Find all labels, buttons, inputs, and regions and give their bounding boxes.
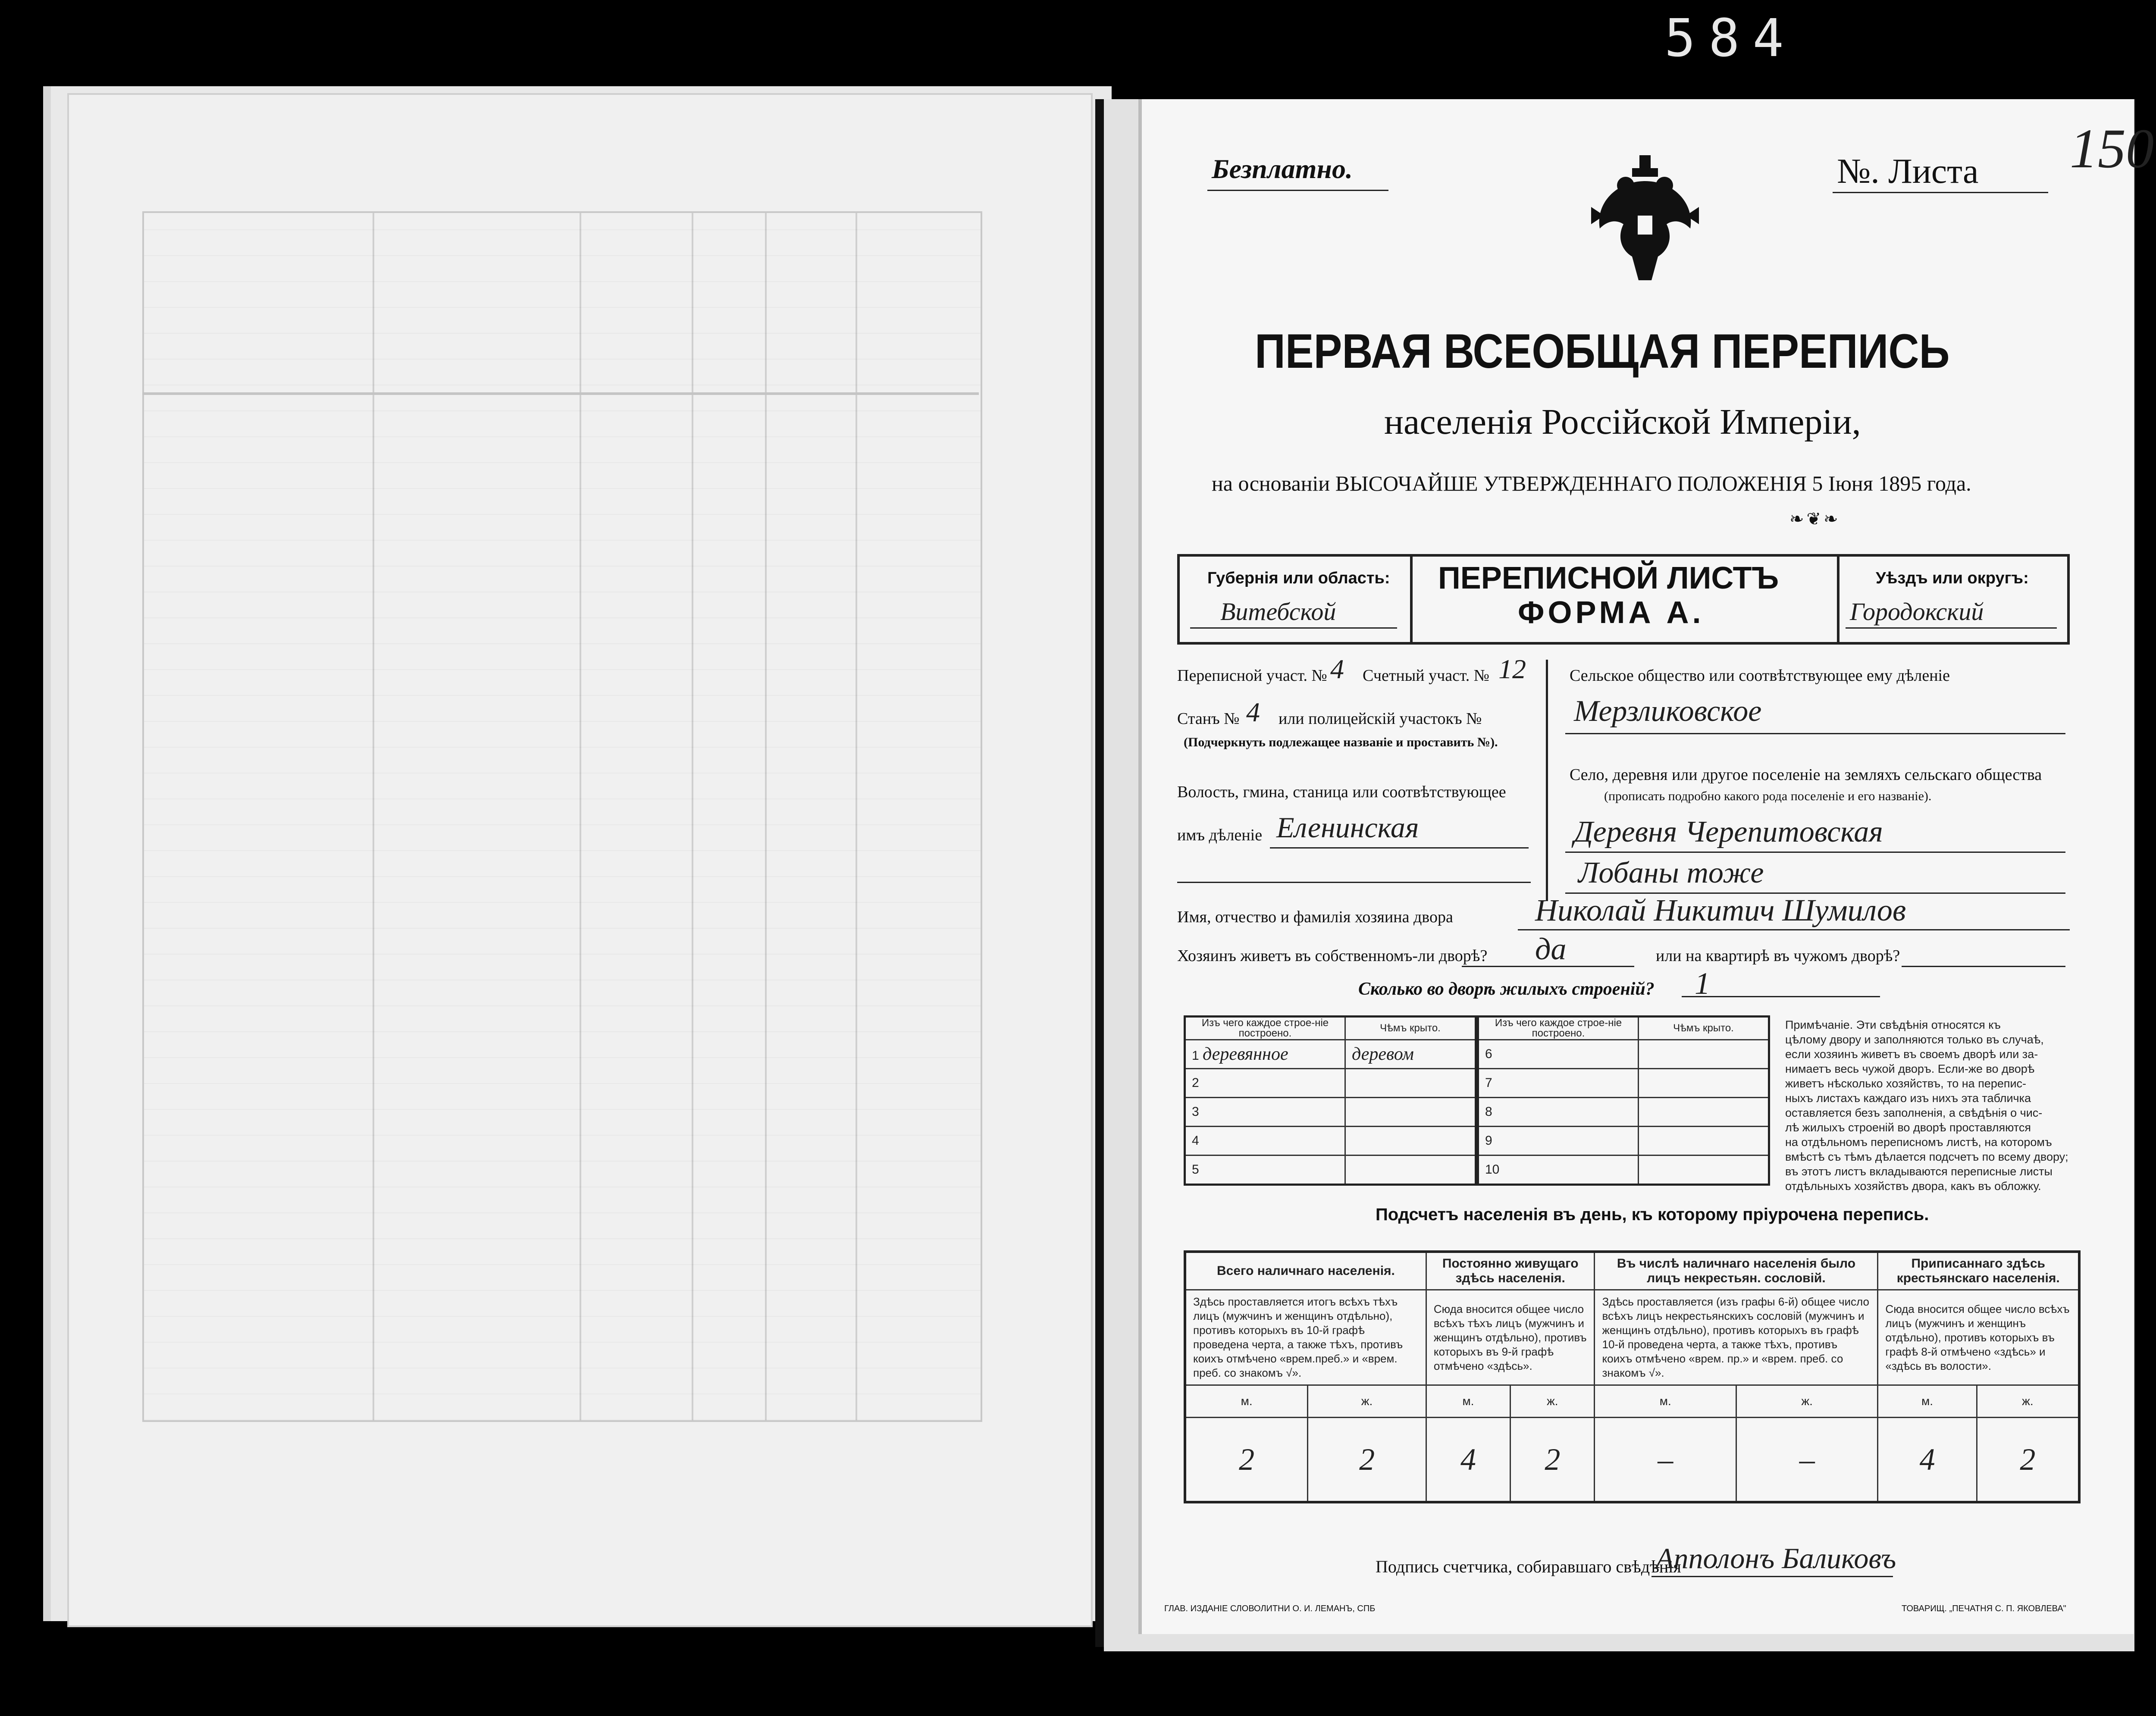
census-section-value: 4 (1330, 654, 1344, 684)
sheet-number-label: №. Листа (1837, 151, 1979, 191)
buildings-value: 1 (1695, 966, 1710, 1001)
signature-label: Подпись счетчика, собиравшаго свѣдѣнія (1376, 1557, 1681, 1576)
buildings-underline (1682, 996, 1880, 997)
table-row (1478, 1040, 1769, 1069)
underline-note: (Подчеркнуть подлежащее названіе и проставить №). (1184, 735, 1498, 749)
roof-cell (1639, 1098, 1769, 1127)
material-cell: 10 (1478, 1155, 1639, 1185)
material-cell: 3 (1185, 1098, 1345, 1127)
owner-value: Николай Никитич Шумилов (1535, 893, 1906, 927)
volost-label: Волость, гмина, станица или соотвѣтствующее (1177, 783, 1506, 801)
buildings-label: Сколько во дворѣ жилыхъ строеній? (1358, 979, 1655, 999)
police-section-label: или полицейскій участокъ № (1279, 710, 1482, 728)
roof-cell (1639, 1069, 1769, 1098)
population-table (1184, 1250, 2081, 1503)
village-value-2: Лобаны тоже (1578, 856, 1764, 889)
note-line: живетъ нѣсколько хозяйствъ, то на перепис- (1785, 1077, 2027, 1090)
ornament: ❧❦❧ (1789, 509, 1841, 529)
roof-cell (1345, 1069, 1476, 1098)
note-line: нимаетъ весь чужой дворъ. Если-же во дворѣ (1785, 1062, 2035, 1075)
left-page-faded-header (142, 211, 979, 395)
total-female-value: 2 (1308, 1418, 1426, 1503)
village-underline-1 (1565, 852, 2065, 853)
female-header: ж. (1736, 1385, 1877, 1418)
census-list-title: ПЕРЕПИСНОЙ ЛИСТЪ (1438, 561, 1779, 595)
buildings-table-left (1184, 1015, 1477, 1186)
census-title: ПЕРВАЯ ВСЕОБЩАЯ ПЕРЕПИСЬ (1255, 324, 1950, 378)
signature-value: Апполонъ Баликовъ (1656, 1542, 1896, 1575)
census-section-label: Переписной участ. № (1177, 667, 1327, 685)
own-house-label: Хозяинъ живетъ въ собственномъ-ли дворѣ? (1177, 947, 1488, 965)
note-line: на отдѣльномъ переписномъ листѣ, на которомъ (1785, 1136, 2052, 1149)
legal-basis: на основаніи ВЫСОЧАЙШЕ УТВЕРЖДЕННАГО ПОЛОЖЕНІЯ 5 Іюня 1895 года. (1212, 471, 1971, 495)
roof-cell (1639, 1040, 1769, 1069)
table-row (1478, 1155, 1769, 1185)
owner-label: Имя, отчество и фамилія хозяина двора (1177, 908, 1453, 926)
coat-of-arms-eagle-icon (1591, 155, 1699, 285)
permanent-male-value: 4 (1426, 1418, 1510, 1503)
note-line: Примѣчаніе. Эти свѣдѣнія относятся къ (1785, 1018, 2001, 1031)
volost-value: Еленинская (1276, 811, 1419, 844)
col-material-header: Изъ чего каждое строе-ніе построено. (1478, 1017, 1639, 1040)
col-roof-header: Чѣмъ крыто. (1639, 1017, 1769, 1040)
table-row (1185, 1040, 1476, 1069)
own-house-value: да (1535, 932, 1567, 966)
material-cell: 7 (1478, 1069, 1639, 1098)
note-line: ныхъ листахъ каждаго изъ нихъ эта табличка (1785, 1092, 2031, 1105)
col-roof-header: Чѣмъ крыто. (1345, 1017, 1476, 1040)
col-material-header: Изъ чего каждое строе-ніе построено. (1185, 1017, 1345, 1040)
table-row (1478, 1127, 1769, 1155)
non-peasant-female-value: – (1736, 1418, 1877, 1503)
table-row (1185, 1127, 1476, 1155)
female-header: ж. (1308, 1385, 1426, 1418)
note-line: если хозяинъ живетъ въ своемъ дворѣ или за- (1785, 1048, 2038, 1061)
form-box-divider-right (1837, 554, 1839, 645)
note-block (1785, 1018, 2078, 1193)
permanent-population-desc: Сюда вносится общее число всѣхъ тѣхъ лицъ (мужчинъ и женщинъ отдѣльно), противъ которыхъ въ 9-й графѣ отмѣчено «здѣсь». (1426, 1290, 1595, 1385)
free-label-underline (1207, 190, 1388, 191)
table-row (1478, 1098, 1769, 1127)
male-header: м. (1185, 1385, 1308, 1418)
rented-label: или на квартирѣ въ чужомъ дворѣ? (1656, 947, 1900, 965)
district-label: Уѣздъ или округъ: (1876, 569, 2029, 587)
table-row (1185, 1155, 1476, 1185)
female-header: ж. (1510, 1385, 1595, 1418)
village-value-1: Деревня Черепитовская (1574, 815, 1883, 849)
registered-peasant-caption: Приписаннаго здѣсь крестьянскаго населенія. (1878, 1252, 2079, 1290)
rural-society-label: Сельское общество или соотвѣтствующее ему дѣленіе (1570, 667, 1950, 685)
note-line: цѣлому двору и заполняются только въ случаѣ, (1785, 1033, 2044, 1046)
rented-underline (1902, 966, 2065, 967)
roof-cell: деревом (1345, 1040, 1476, 1069)
printer-right: ТОВАРИЩ. „ПЕЧАТНЯ С. П. ЯКОВЛЕВА" (1902, 1604, 2066, 1613)
male-header: м. (1878, 1385, 1977, 1418)
registered-peasant-desc: Сюда вносится общее число всѣхъ лицъ (мужчинъ и женщинъ отдѣльно), противъ которыхъ въ графѣ 8-й отмѣчено «здѣсь» и «здѣсь въ волости». (1878, 1290, 2079, 1385)
total-population-desc: Здѣсь проставляется итогъ всѣхъ тѣхъ лицъ (мужчинъ и женщинъ отдѣльно), противъ которыхъ въ 10-й графѣ проведена черта, а также тѣхъ, противъ коихъ отмѣчено «врем.преб.» и «врем. преб. со знакомъ √». (1185, 1290, 1426, 1385)
permanent-population-caption: Постоянно живущаго здѣсь населенія. (1426, 1252, 1595, 1290)
village-label: Село, деревня или другое поселеніе на земляхъ сельскаго общества (1570, 766, 2042, 784)
volost-label-2: имъ дѣленіе (1177, 826, 1263, 844)
female-header: ж. (1977, 1385, 2079, 1418)
non-peasant-desc: Здѣсь проставляется (изъ графы 6-й) общее число всѣхъ лицъ некрестьянскихъ сословій (мужчинъ и женщинъ отдѣльно), противъ которыхъ въ графѣ 10-й проведена черта, а также тѣхъ, противъ коихъ отмѣчено «врем. пр.» и «врем. преб. со знакомъ √». (1595, 1290, 1878, 1385)
material-cell: 6 (1478, 1040, 1639, 1069)
note-line: лѣ жилыхъ строеній во дворѣ проставляются (1785, 1121, 2031, 1134)
registered-male-value: 4 (1878, 1418, 1977, 1503)
rural-society-underline (1565, 733, 2065, 734)
material-cell: 2 (1185, 1069, 1345, 1098)
signature-underline (1651, 1576, 1893, 1577)
non-peasant-caption: Въ числѣ наличнаго населенія было лицъ некрестьян. сословій. (1595, 1252, 1878, 1290)
male-header: м. (1595, 1385, 1736, 1418)
village-note: (прописать подробно какого рода поселеніе и его названіе). (1604, 789, 1932, 803)
province-label: Губернія или область: (1207, 569, 1390, 587)
non-peasant-male-value: – (1595, 1418, 1736, 1503)
material-cell: 9 (1478, 1127, 1639, 1155)
stan-label: Станъ № (1177, 710, 1240, 728)
note-line: вмѣстѣ съ тѣмъ дѣлается подсчетъ по всему двору; (1785, 1150, 2068, 1163)
archive-number: 584 (1664, 9, 1797, 69)
total-population-caption: Всего наличнаго населенія. (1185, 1252, 1426, 1290)
material-cell: 4 (1185, 1127, 1345, 1155)
volost-underline-2 (1177, 882, 1531, 883)
address-block-divider (1546, 660, 1548, 901)
population-heading: Подсчетъ населенія въ день, къ которому пріурочена перепись. (1376, 1205, 1929, 1224)
roof-cell (1639, 1155, 1769, 1185)
total-male-value: 2 (1185, 1418, 1308, 1503)
rural-society-value: Мерзликовское (1574, 695, 1762, 728)
table-row (1185, 1069, 1476, 1098)
counting-section-value: 12 (1498, 654, 1526, 684)
owner-underline (1518, 929, 2070, 930)
permanent-female-value: 2 (1510, 1418, 1595, 1503)
sheet-number-handwritten: 150 (2070, 118, 2154, 180)
district-value: Городокский (1850, 598, 1984, 626)
district-underline (1846, 627, 2057, 629)
roof-cell (1345, 1155, 1476, 1185)
free-label: Безплатно. (1212, 153, 1353, 184)
table-row (1185, 1098, 1476, 1127)
form-a-label: ФОРМА А. (1518, 595, 1705, 630)
note-line: отдѣльныхъ хозяйствъ двора, какъ въ обложку. (1785, 1180, 2041, 1193)
registered-female-value: 2 (1977, 1418, 2079, 1503)
buildings-table-right (1477, 1015, 1770, 1186)
counting-section-label: Счетный участ. № (1363, 667, 1489, 685)
material-cell: 1 деревянное (1185, 1040, 1345, 1069)
material-cell: 5 (1185, 1155, 1345, 1185)
form-box-divider-left (1410, 554, 1413, 645)
note-line: въ этотъ листъ вкладываются переписные листы (1785, 1165, 2053, 1178)
roof-cell (1345, 1098, 1476, 1127)
table-row (1478, 1069, 1769, 1098)
census-subtitle: населенія Россійской Имперіи, (1384, 402, 1861, 442)
printer-left: ГЛАВ. ИЗДАНІЕ СЛОВОЛИТНИ О. И. ЛЕМАНЪ, СПБ (1164, 1604, 1376, 1613)
province-underline (1190, 627, 1397, 629)
roof-cell (1345, 1127, 1476, 1155)
sheet-number-underline (1833, 192, 2048, 193)
province-value: Витебской (1220, 598, 1336, 626)
note-line: оставляется безъ заполненія, а свѣдѣнія о чис- (1785, 1106, 2043, 1119)
stan-value: 4 (1246, 697, 1260, 727)
own-house-underline (1462, 966, 1634, 967)
roof-cell (1639, 1127, 1769, 1155)
volost-underline (1270, 847, 1529, 849)
male-header: м. (1426, 1385, 1510, 1418)
material-cell: 8 (1478, 1098, 1639, 1127)
